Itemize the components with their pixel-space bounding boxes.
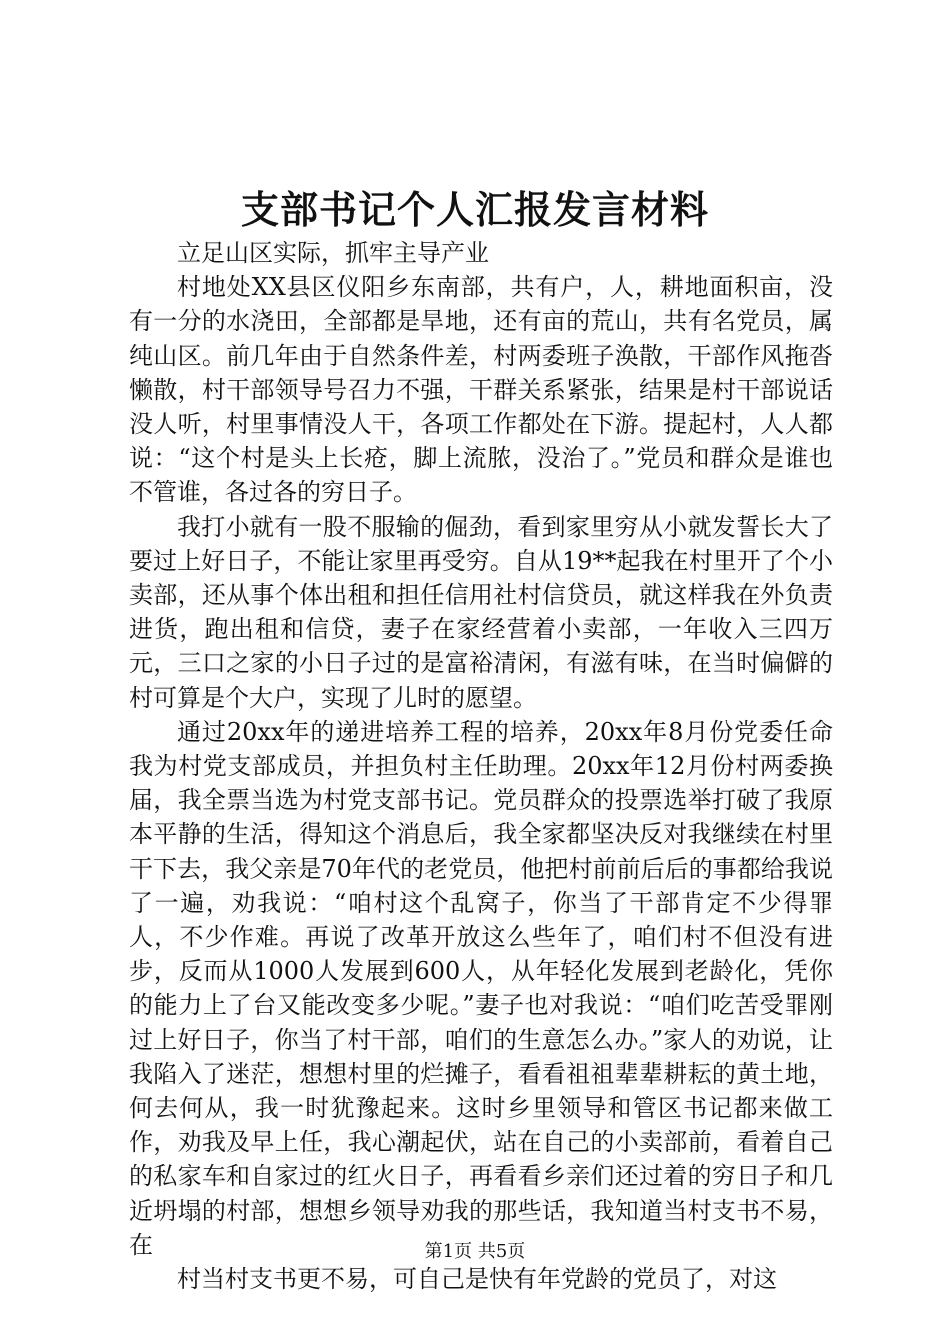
paragraph: 通过20xx年的递进培养工程的培养，20xx年8月份党委任命我为村党支部成员，并担负村主任助理。20xx年12月份村两委换届，我全票当选为村党支部书记。党员群众的投票选举打破了我原本平静的生活，得知这个消息后，我全家都坚决反对我继续在村里干下去，我父亲是70年代的老党员，他把村前前后后的事都给我说了一遍，劝我说：“咱村这个乱窝子，你当了干部肯定不少得罪人，不少作难。再说了改革开放这么些年了，咱们村不但没有进步，反而从1000人发展到600人，从年轻化发展到老龄化，凭你的能力上了台又能改变多少呢。”妻子也对我说：“咱们吃苦受罪刚过上好日子，你当了村干部，咱们的生意怎么办。”家人的劝说，让我陷入了迷茫，想想村里的烂摊子，看看祖祖辈辈耕耘的黄土地，何去何从，我一时犹豫起来。这时乡里领导和管区书记都来做工作，劝我及早上任，我心潮起伏，站在自己的小卖部前，看着自己的私家车和自家过的红火日子，再看看乡亲们还过着的穷日子和几近坍塌的村部，想想乡领导劝我的那些话，我知道当村支书不易，在 xyxy=(129,717,833,1259)
paragraph: 村地处XX县区仪阳乡东南部，共有户，人，耕地面积亩，没有一分的水浇田，全部都是旱地，还有亩的荒山，共有名党员，属纯山区。前几年由于自然条件差，村两委班子涣散，干部作风拖沓懒散，村干部领导号召力不强，干群关系紧张，结果是村干部说话没人听，村里事情没人干，各项工作都处在下游。提起村，人人都说：“这个村是头上长疮，脚上流脓，没治了。”党员和群众是谁也不管谁，各过各的穷日子。 xyxy=(129,273,833,507)
page-footer: 第1页 共5页 xyxy=(424,1241,526,1262)
paragraph: 村当村支书更不易，可自己是快有年党龄的党员了，对这 xyxy=(177,1265,777,1294)
document-title: 支部书记个人汇报发言材料 xyxy=(240,187,709,232)
document-body xyxy=(129,236,833,1296)
paragraph: 我打小就有一股不服输的倔劲，看到家里穷从小就发誓长大了要过上好日子，不能让家里再受穷。自从19**起我在村里开了个小卖部，还从事个体出租和担任信用社村信贷员，就这样我在外负责进货，跑出租和信贷，妻子在家经营着小卖部，一年收入三四万元，三口之家的小日子过的是富裕清闲，有滋有味，在当时偏僻的村可算是个大户，实现了儿时的愿望。 xyxy=(129,512,833,712)
paragraph-heading: 立足山区实际，抓牢主导产业 xyxy=(177,239,489,267)
